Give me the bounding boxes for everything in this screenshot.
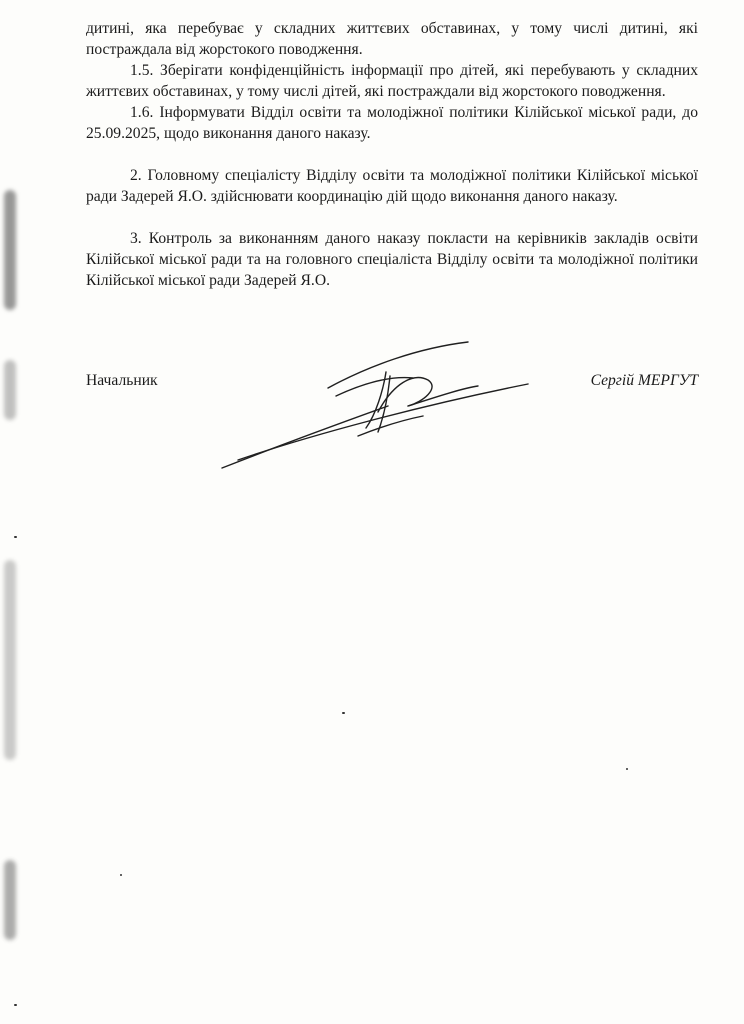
- document-body: [86, 18, 698, 291]
- signer-name: Сергій МЕРГУТ: [590, 372, 698, 389]
- paragraph-gap: [86, 144, 698, 165]
- scan-smudge: [4, 190, 16, 310]
- scan-speck: [342, 712, 345, 714]
- scan-smudge: [4, 560, 16, 760]
- paragraph-1-6: 1.6. Інформувати Відділ освіти та молодіжної політики Кілійської міської ради, до 25.09.2025, щодо виконання даного наказу.: [86, 104, 698, 142]
- handwritten-signature: [218, 336, 538, 476]
- paragraph-3: 3. Контроль за виконанням даного наказу покласти на керівників закладів освіти Кілійської міської ради та на головного спеціаліста Відділу освіти та молодіжної політики Кілійської міської ради Задерей Я.О.: [86, 230, 698, 289]
- scan-smudge: [4, 860, 16, 940]
- scan-speck: [14, 536, 17, 538]
- signer-position: Начальник: [86, 372, 158, 389]
- paragraph-2: 2. Головному спеціалісту Відділу освіти та молодіжної політики Кілійської міської ради Задерей Я.О. здійснювати координацію дій щодо виконання даного наказу.: [86, 167, 698, 205]
- scan-speck: [626, 768, 628, 770]
- scan-smudge: [4, 360, 16, 420]
- paragraph-gap: [86, 207, 698, 228]
- paragraph-continuation: дитині, яка перебуває у складних життєвих обставинах, у тому числі дитині, які постраждала від жорстокого поводження.: [86, 20, 698, 58]
- paragraph-1-5: 1.5. Зберігати конфіденційність інформації про дітей, які перебувають у складних життєвих обставинах, у тому числі дітей, які постраждали від жорстокого поводження.: [86, 62, 698, 100]
- scan-speck: [14, 1004, 17, 1006]
- scan-speck: [120, 874, 122, 876]
